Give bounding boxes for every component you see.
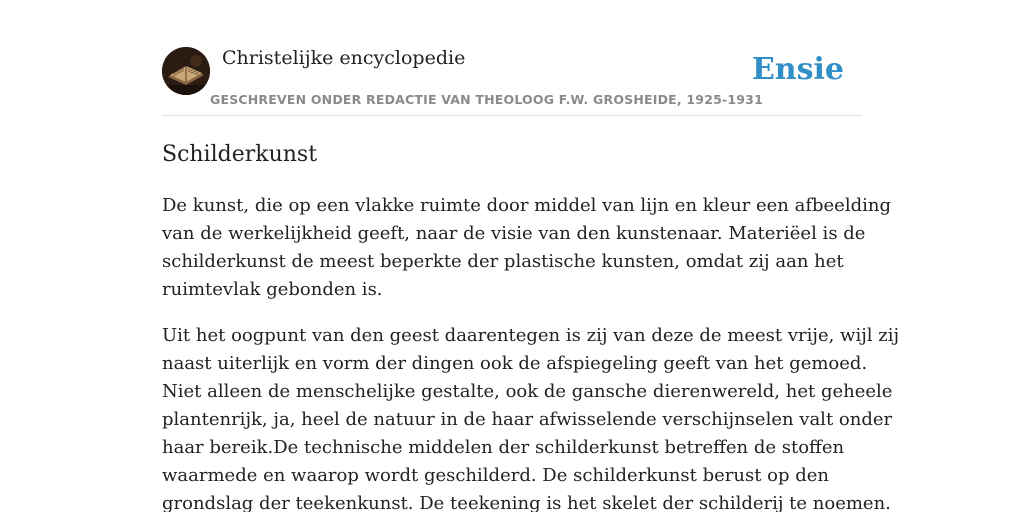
article-title: Schilderkunst xyxy=(162,142,318,167)
article-paragraph xyxy=(162,192,891,304)
article-paragraph xyxy=(162,322,900,512)
article-body xyxy=(162,192,900,512)
paragraph-line: De kunst, die op een vlakke ruimte door middel van lijn en kleur een afbeelding xyxy=(162,195,891,216)
encyclopedia-avatar[interactable] xyxy=(162,47,210,95)
paragraph-line: Niet alleen de menschelijke gestalte, ook de gansche dierenwereld, het geheele xyxy=(162,381,893,402)
paragraph-line: waarmede en waarop wordt geschilderd. De schilderkunst berust op den xyxy=(162,465,829,486)
paragraph-line: grondslag der teekenkunst. De teekening is het skelet der schilderij te noemen. xyxy=(162,493,891,512)
site-header xyxy=(162,46,862,116)
paragraph-line: plantenrijk, ja, heel de natuur in de haar afwisselende verschijnselen valt onder xyxy=(162,409,893,430)
paragraph-line: naast uiterlijk en vorm der dingen ook de afspiegeling geeft van het gemoed. xyxy=(162,353,868,374)
paragraph-line: haar bereik.De technische middelen der schilderkunst betreffen de stoffen xyxy=(162,437,845,458)
paragraph-line: van de werkelijkheid geeft, naar de visie van den kunstenaar. Materiëel is de xyxy=(162,223,866,244)
paragraph-line: schilderkunst de meest beperkte der plastische kunsten, omdat zij aan het xyxy=(162,251,844,272)
paragraph-line: ruimtevlak gebonden is. xyxy=(162,279,383,300)
site-subtitle: GESCHREVEN ONDER REDACTIE VAN THEOLOOG F.W. GROSHEIDE, 1925-1931 xyxy=(210,92,763,107)
book-photo-icon xyxy=(162,47,210,95)
site-name[interactable]: Christelijke encyclopedie xyxy=(222,47,466,69)
paragraph-line: Uit het oogpunt van den geest daarentegen is zij van deze de meest vrije, wijl zij xyxy=(162,325,900,346)
ensie-logo-link[interactable]: Ensie xyxy=(751,52,844,87)
